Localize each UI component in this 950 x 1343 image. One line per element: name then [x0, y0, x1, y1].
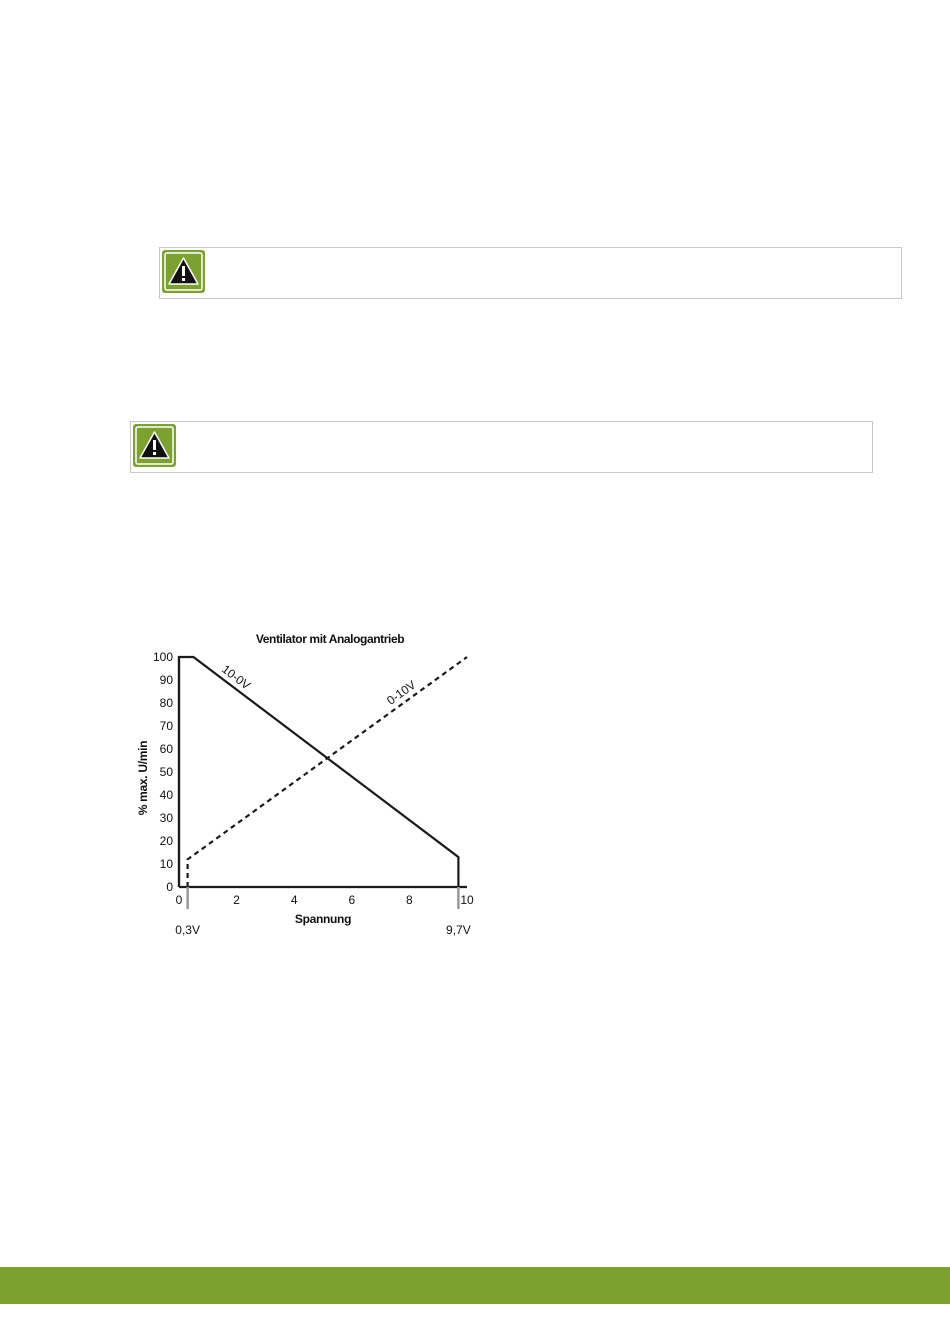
fan-speed-chart [120, 620, 500, 950]
y-tick-label: 90 [159, 673, 173, 687]
y-tick-label: 100 [152, 650, 173, 664]
y-tick-label: 30 [159, 811, 173, 825]
series-label-10-0v: 10-0V [219, 662, 254, 693]
series-line-10-0v [179, 657, 458, 887]
warning-icon [133, 424, 176, 467]
voltage-marker-label: 9,7V [446, 923, 471, 937]
y-tick-label: 60 [159, 742, 173, 756]
warning-box [159, 247, 902, 299]
y-axis-label: % max. U/min [136, 740, 150, 816]
chart-svg [120, 620, 500, 950]
y-tick-label: 50 [159, 765, 173, 779]
x-tick-label: 10 [460, 893, 474, 907]
y-tick-label: 70 [159, 719, 173, 733]
y-tick-label: 10 [159, 857, 173, 871]
series-label-0-10v: 0-10V [384, 677, 419, 708]
footer-bar [0, 1267, 950, 1304]
voltage-marker-label: 0,3V [175, 923, 200, 937]
y-tick-label: 80 [159, 696, 173, 710]
x-tick-label: 0 [175, 893, 183, 907]
chart-title: Ventilator mit Analogantrieb [255, 632, 405, 646]
y-tick-label: 20 [159, 834, 173, 848]
x-tick-label: 2 [233, 893, 240, 907]
x-axis-label: Spannung [294, 912, 352, 926]
warning-icon [162, 250, 205, 293]
warning-box [130, 421, 873, 473]
y-tick-label: 40 [159, 788, 173, 802]
series-line-0-10v [188, 657, 467, 887]
x-tick-label: 4 [290, 893, 298, 907]
x-tick-label: 6 [348, 893, 356, 907]
x-tick-label: 8 [406, 893, 413, 907]
y-tick-label: 0 [166, 880, 173, 894]
